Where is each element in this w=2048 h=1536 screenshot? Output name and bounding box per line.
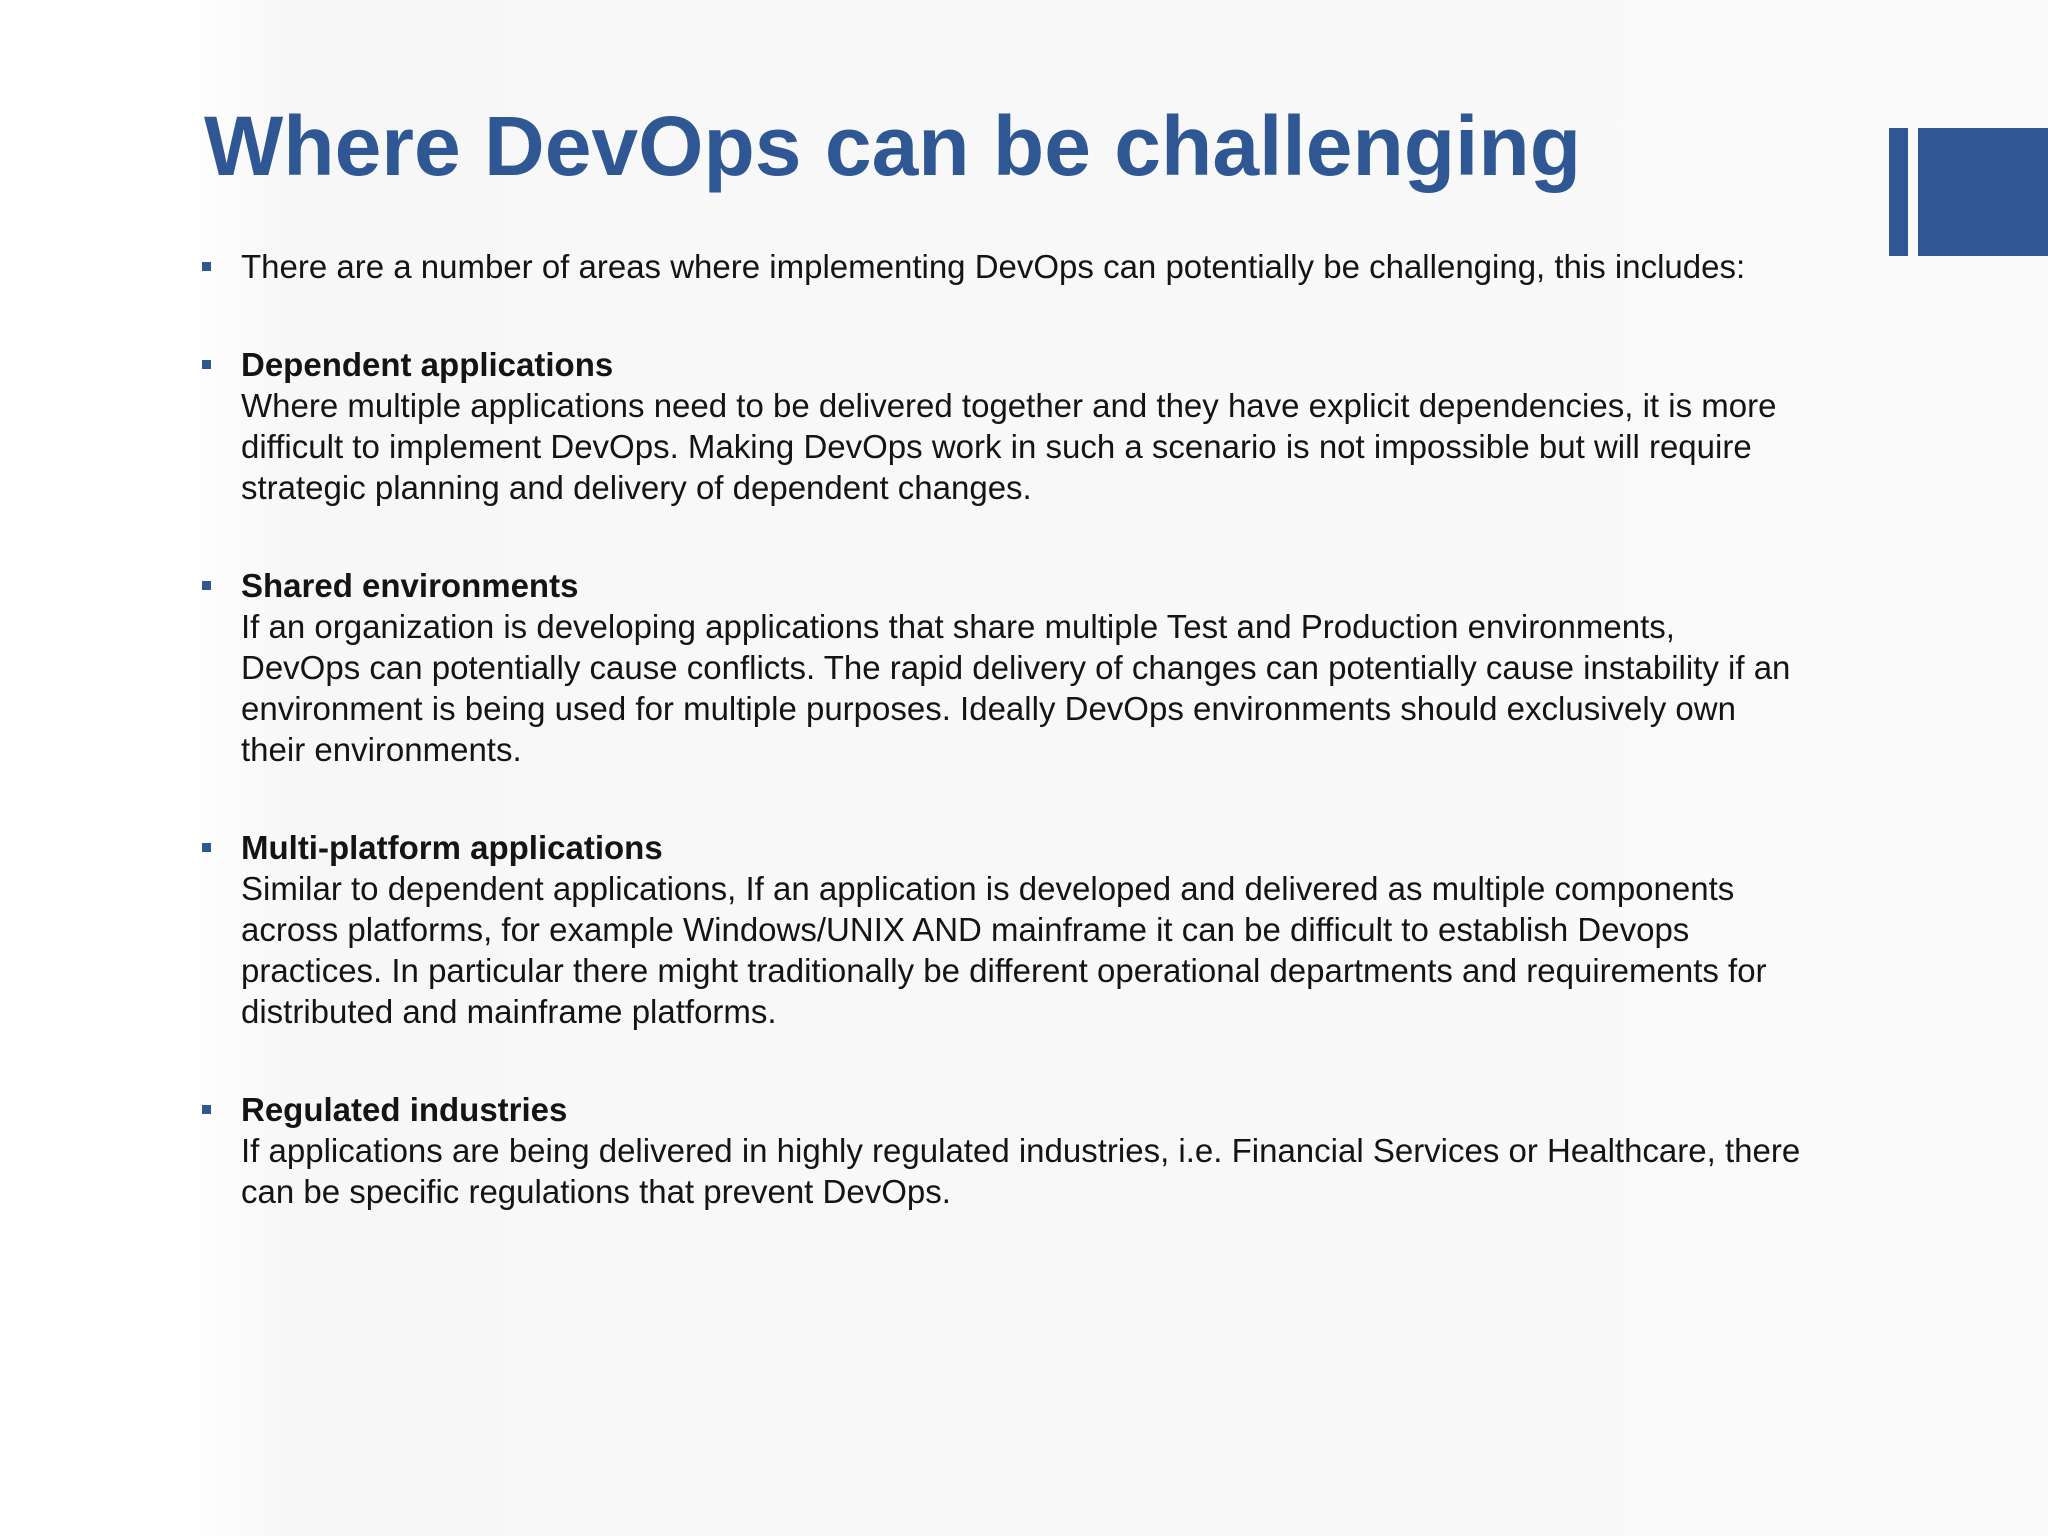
bullet-dependent-applications (202, 344, 1802, 508)
square-bullet-icon (202, 360, 211, 369)
bullet-heading: Multi-platform applications (241, 829, 663, 866)
bullet-text: If applications are being delivered in highly regulated industries, i.e. Financial Services or Healthcare, there can be specific regulations that prevent DevOps. (241, 1132, 1801, 1210)
square-bullet-icon (202, 843, 211, 852)
bullet-text: If an organization is developing applications that share multiple Test and Production environments, DevOps can potentially cause conflicts. The rapid delivery of changes can potentially cause instability if an environment is being used for multiple purposes. Ideally DevOps environments should exclusively own their environments. (241, 608, 1791, 768)
square-bullet-icon (202, 1105, 211, 1114)
bullet-heading: Regulated industries (241, 1091, 568, 1128)
bullet-heading: Dependent applications (241, 346, 614, 383)
bullet-text: Similar to dependent applications, If an application is developed and delivered as multiple components across platforms, for example Windows/UNIX AND mainframe it can be difficult to establish Devops practices. In particular there might traditionally be different operational departments and requirements for distributed and mainframe platforms. (241, 870, 1767, 1030)
bullet-heading: Shared environments (241, 567, 579, 604)
bullet-list (202, 246, 1802, 1269)
accent-bar-thin (1889, 128, 1908, 256)
bullet-regulated-industries (202, 1089, 1802, 1212)
square-bullet-icon (202, 581, 211, 590)
bullet-intro (202, 246, 1802, 287)
bullet-text: There are a number of areas where implementing DevOps can potentially be challenging, this includes: (241, 248, 1746, 285)
bullet-text: Where multiple applications need to be delivered together and they have explicit dependencies, it is more difficult to implement DevOps. Making DevOps work in such a scenario is not impossible but will require strategic planning and delivery of dependent changes. (241, 387, 1777, 506)
bullet-shared-environments (202, 565, 1802, 770)
bullet-multi-platform-applications (202, 827, 1802, 1032)
square-bullet-icon (202, 262, 211, 271)
slide-title: Where DevOps can be challenging (204, 99, 1582, 193)
accent-bar-block (1918, 128, 2048, 256)
